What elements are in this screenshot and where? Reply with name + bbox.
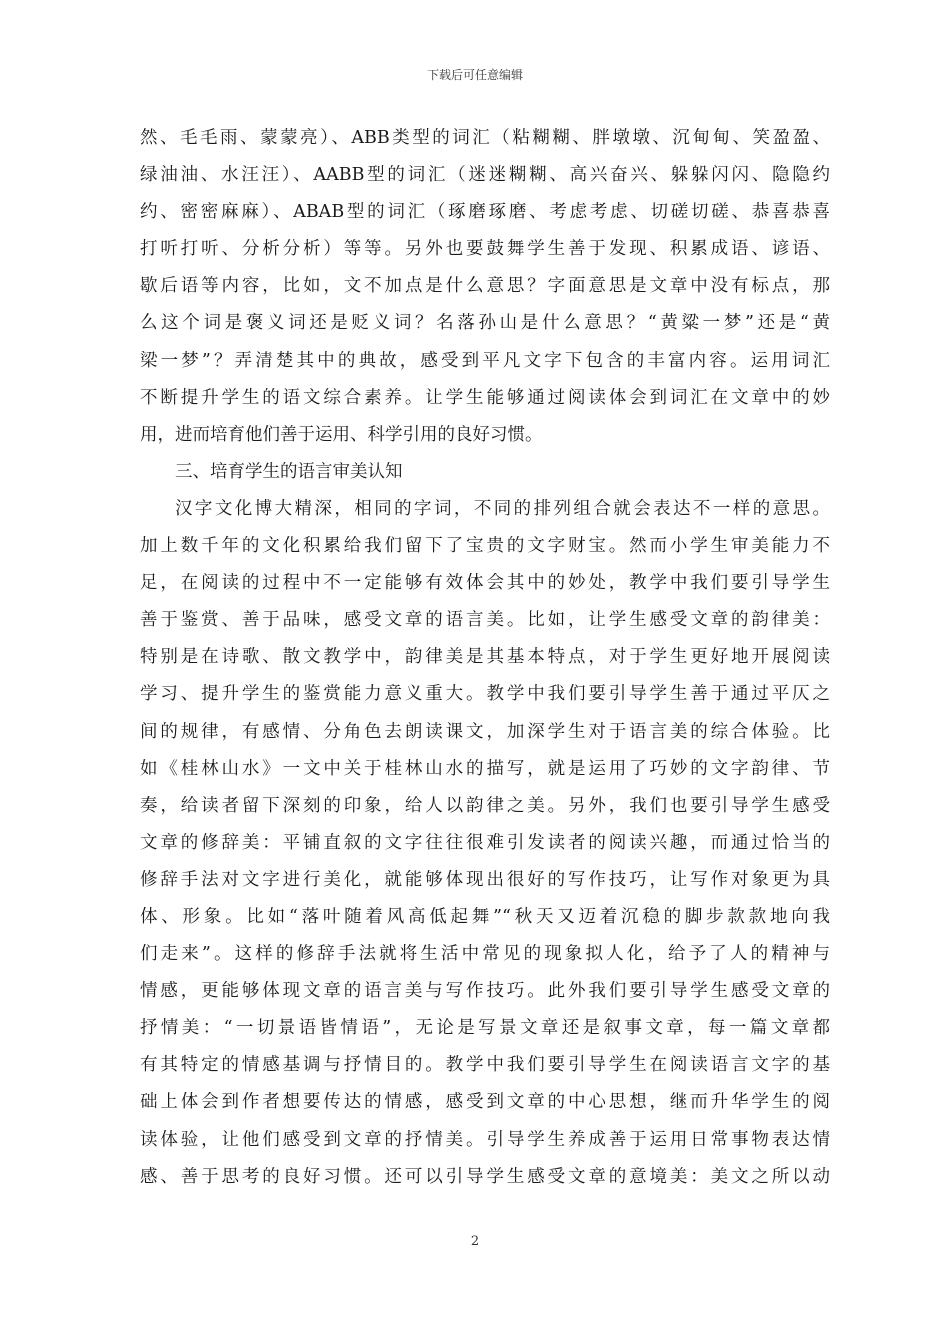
text-line: 足，在阅读的过程中不一定能够有效体会其中的妙处，教学中我们要引导学生 bbox=[140, 573, 830, 594]
text-line: 善于鉴赏、善于品味，感受文章的语言美。比如，让学生感受文章的韵律美： bbox=[140, 610, 830, 631]
text-line: 体、形象。比如“落叶随着风高低起舞”“秋天又迈着沉稳的脚步款款地向我 bbox=[140, 906, 830, 927]
text-line: 感、善于思考的良好习惯。还可以引导学生感受文章的意境美：美文之所以动 bbox=[140, 1166, 830, 1187]
document-body bbox=[140, 120, 830, 1196]
section-heading: 三、培育学生的语言审美认知 bbox=[175, 461, 403, 482]
page-header: 下载后可任意编辑 bbox=[426, 68, 523, 82]
text-line: 学习、提升学生的鉴赏能力意义重大。教学中我们要引导学生善于通过平仄之 bbox=[140, 684, 830, 705]
text-line: 读体验，让他们感受到文章的抒情美。引导学生养成善于运用日常事物表达情 bbox=[140, 1129, 830, 1150]
text-line: 们走来”。这样的修辞手法就将生活中常见的现象拟人化，给予了人的精神与 bbox=[140, 944, 830, 965]
text-line: 么这个词是褒义词还是贬义词？名落孙山是什么意思？“黄粱一梦”还是“黄 bbox=[140, 313, 830, 334]
text-line: 有其特定的情感基调与抒情目的。教学中我们要引导学生在阅读语言文字的基 bbox=[140, 1055, 830, 1076]
text-line: 绿油油、水汪汪）、AABB型的词汇（迷迷糊糊、高兴奋兴、躲躲闪闪、隐隐约 bbox=[140, 165, 830, 186]
text-line: 间的规律，有感情、分角色去朗读课文，加深学生对于语言美的综合体验。比 bbox=[140, 721, 830, 742]
text-line: 不断提升学生的语文综合素养。让学生能够通过阅读体会到词汇在文章中的妙 bbox=[140, 387, 830, 408]
text-line: 用，进而培育他们善于运用、科学引用的良好习惯。 bbox=[140, 424, 543, 445]
text-line: 汉字文化博大精深，相同的字词，不同的排列组合就会表达不一样的意思。 bbox=[175, 498, 830, 519]
text-line: 奏，给读者留下深刻的印象，给人以韵律之美。另外，我们也要引导学生感受 bbox=[140, 795, 830, 816]
text-line: 约、密密麻麻）、ABAB型的词汇（琢磨琢磨、考虑考虑、切磋切磋、恭喜恭喜 bbox=[140, 202, 830, 223]
text-line: 歇后语等内容，比如，文不加点是什么意思？字面意思是文章中没有标点，那 bbox=[140, 276, 830, 297]
text-line: 特别是在诗歌、散文教学中，韵律美是其基本特点，对于学生更好地开展阅读 bbox=[140, 647, 830, 668]
text-line: 修辞手法对文字进行美化，就能够体现出很好的写作技巧，让写作对象更为具 bbox=[140, 869, 830, 890]
text-line: 打听打听、分析分析）等等。另外也要鼓舞学生善于发现、积累成语、谚语、 bbox=[140, 239, 830, 260]
text-line: 抒情美：“一切景语皆情语”，无论是写景文章还是叙事文章，每一篇文章都 bbox=[140, 1018, 830, 1039]
text-line: 加上数千年的文化积累给我们留下了宝贵的文字财宝。然而小学生审美能力不 bbox=[140, 536, 830, 557]
text-line: 然、毛毛雨、蒙蒙亮）、ABB类型的词汇（粘糊糊、胖墩墩、沉甸甸、笑盈盈、 bbox=[140, 128, 830, 148]
page-number: 2 bbox=[470, 1234, 480, 1249]
text-line: 文章的修辞美：平铺直叙的文字往往很难引发读者的阅读兴趣，而通过恰当的 bbox=[140, 832, 830, 853]
text-line: 础上体会到作者想要传达的情感，感受到文章的中心思想，继而升华学生的阅 bbox=[140, 1092, 830, 1113]
text-line: 如《桂林山水》一文中关于桂林山水的描写，就是运用了巧妙的文字韵律、节 bbox=[140, 758, 830, 779]
text-line: 情感，更能够体现文章的语言美与写作技巧。此外我们要引导学生感受文章的 bbox=[140, 981, 830, 1002]
text-line: 梁一梦”？弄清楚其中的典故，感受到平凡文字下包含的丰富内容。运用词汇 bbox=[140, 350, 830, 371]
